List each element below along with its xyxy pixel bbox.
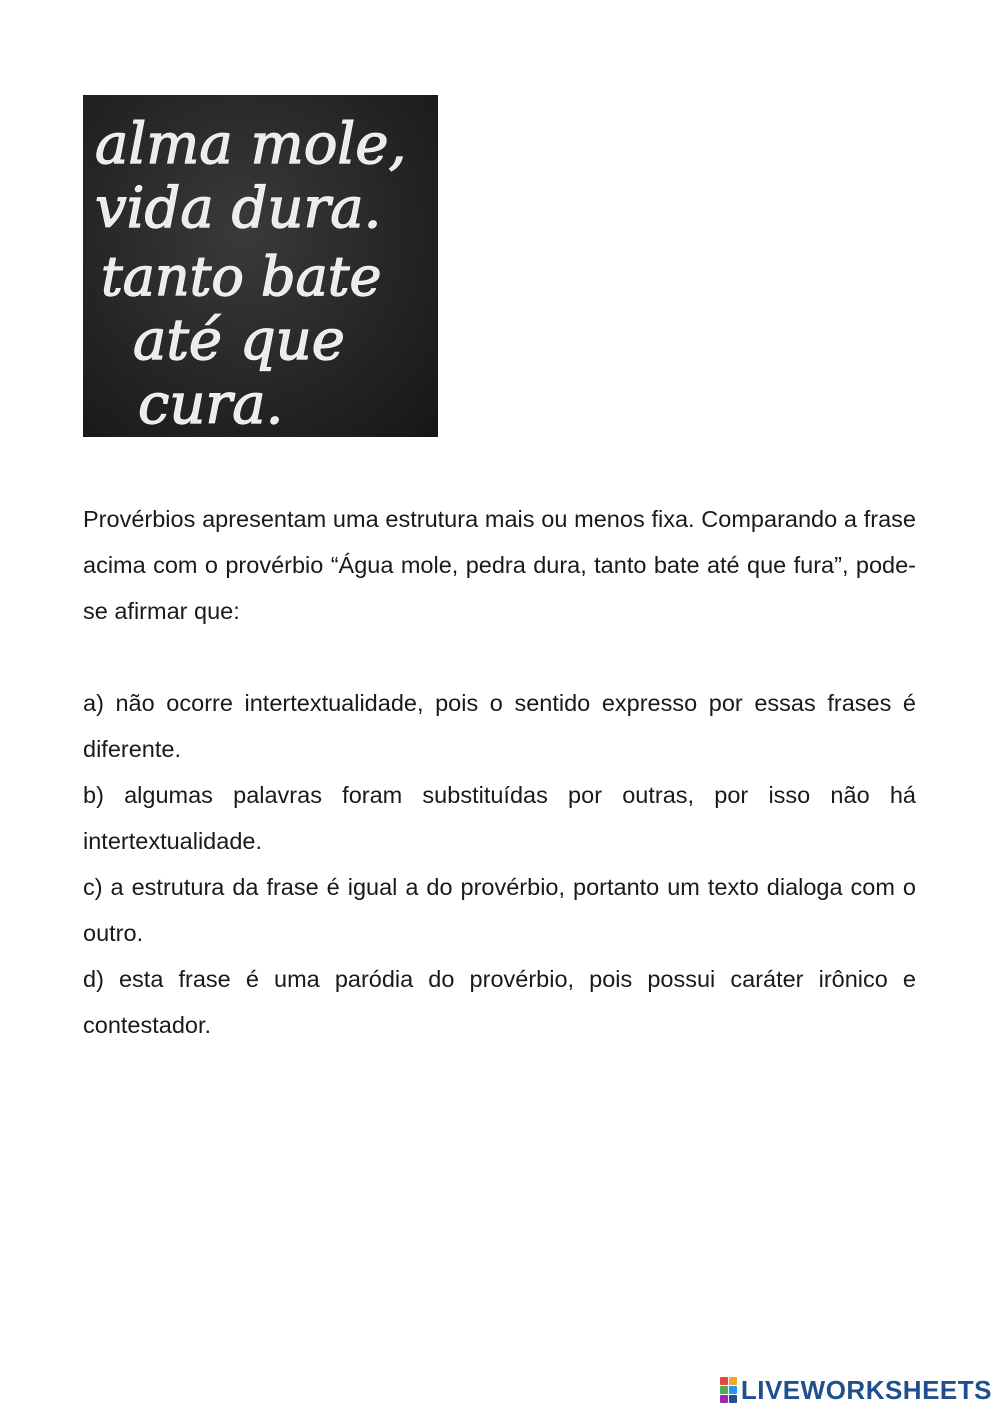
- chalk-line-5: cura.: [138, 372, 284, 437]
- chalk-line-4: até que: [133, 308, 345, 373]
- logo-square-1: [720, 1377, 728, 1385]
- chalk-line-2: vida dura.: [95, 176, 382, 241]
- logo-text: LIVEWORKSHEETS: [740, 1374, 992, 1405]
- logo-square-2: [729, 1377, 737, 1385]
- option-a: a) não ocorre intertextualidade, pois o sentido expresso por essas frases é diferente.: [83, 690, 916, 762]
- option-b: b) algumas palavras foram substituídas por outras, por isso não há intertextualidade.: [83, 782, 916, 854]
- chalk-line-1: alma mole,: [95, 112, 407, 177]
- chalkboard-image: [83, 95, 438, 437]
- logo-square-3: [720, 1386, 728, 1394]
- logo-mark-icon: [720, 1377, 737, 1403]
- option-c: c) a estrutura da frase é igual a do provérbio, portanto um texto dialoga com o outro.: [83, 874, 916, 946]
- logo-square-4: [729, 1386, 737, 1394]
- logo-square-5: [720, 1395, 728, 1403]
- liveworksheets-logo: [720, 1375, 992, 1405]
- option-d: d) esta frase é uma paródia do provérbio, pois possui caráter irônico e contestador.: [83, 966, 916, 1038]
- logo-square-6: [729, 1395, 737, 1403]
- question-intro: Provérbios apresentam uma estrutura mais ou menos fixa. Comparando a frase acima com o provérbio “Água mole, pedra dura, tanto bate até que fura”, pode-se afirmar que:: [83, 506, 916, 624]
- chalkboard-svg: [83, 95, 438, 437]
- question-block: [83, 496, 916, 1048]
- chalk-line-3: tanto bate: [101, 245, 382, 308]
